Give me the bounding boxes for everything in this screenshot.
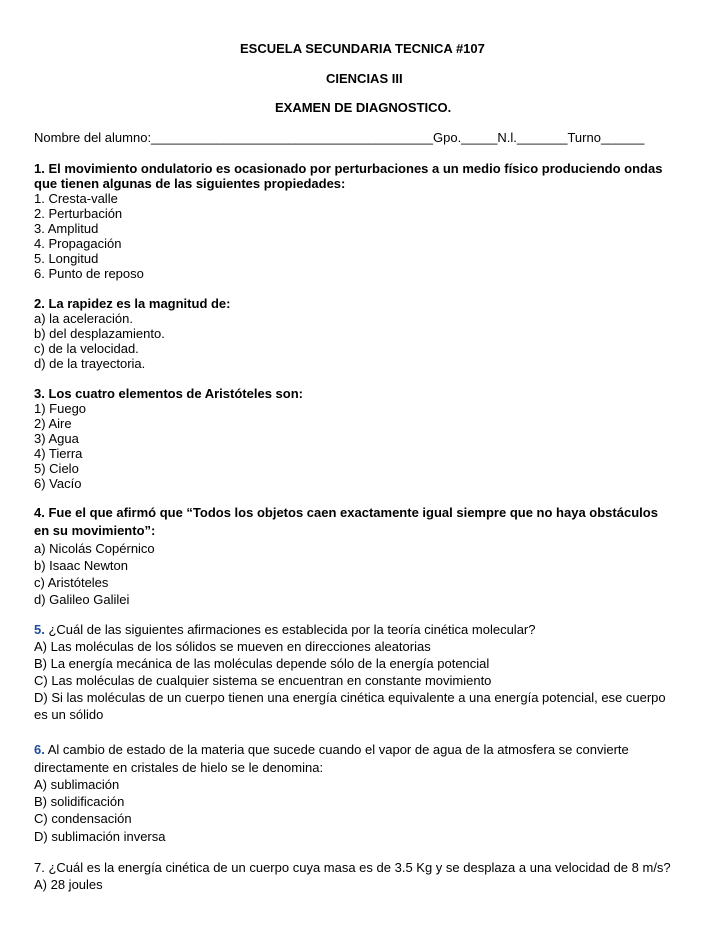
question-1-line-1: 1. El movimiento ondulatorio es ocasionado por perturbaciones a un medio físico produciendo ondas (34, 161, 663, 176)
question-6-number: 6. (34, 742, 45, 757)
q6-option: C) condensación (34, 811, 132, 826)
q1-option: 3. Amplitud (34, 221, 99, 236)
question-4-line-1: 4. Fue el que afirmó que “Todos los objetos caen exactamente igual siempre que no haya obstáculos (34, 505, 658, 520)
q3-option: 4) Tierra (34, 446, 83, 461)
student-info-line: Nombre del alumno:_______________________________________Gpo._____N.l._______Turno______ (34, 130, 645, 145)
question-5 (34, 622, 536, 637)
q1-option: 1. Cresta-valle (34, 191, 118, 206)
school-name: ESCUELA SECUNDARIA TECNICA #107 (240, 41, 485, 56)
q1-option: 6. Punto de reposo (34, 266, 144, 281)
question-6-text: Al cambio de estado de la materia que sucede cuando el vapor de agua de la atmosfera se convierte (44, 742, 629, 757)
q6-option: D) sublimación inversa (34, 829, 166, 844)
q6-option: B) solidificación (34, 794, 125, 809)
question-5-text: ¿Cuál de las siguientes afirmaciones es establecida por la teoría cinética molecular? (44, 622, 536, 637)
subject-title: CIENCIAS III (326, 71, 403, 86)
q2-option: c) de la velocidad. (34, 341, 139, 356)
q1-option: 5. Longitud (34, 251, 99, 266)
q2-option: d) de la trayectoria. (34, 356, 146, 371)
q1-option: 2. Perturbación (34, 206, 123, 221)
exam-title: EXAMEN DE DIAGNOSTICO. (275, 100, 452, 115)
q4-option: c) Aristóteles (34, 575, 109, 590)
q5-option: C) Las moléculas de cualquier sistema se encuentran en constante movimiento (34, 673, 492, 688)
q3-option: 5) Cielo (34, 461, 79, 476)
question-1-line-2: que tienen algunas de las siguientes propiedades: (34, 176, 346, 191)
question-2: 2. La rapidez es la magnitud de: (34, 296, 231, 311)
question-7: 7. ¿Cuál es la energía cinética de un cuerpo cuya masa es de 3.5 Kg y se desplaza a una velocidad de 8 m/s? (34, 860, 671, 875)
q2-option: b) del desplazamiento. (34, 326, 165, 341)
question-6-line-1 (34, 742, 629, 757)
q3-option: 6) Vacío (34, 476, 82, 491)
q5-option-continued: es un sólido (34, 707, 104, 722)
question-4-line-2: en su movimiento”: (34, 523, 156, 538)
q5-option: B) La energía mecánica de las moléculas depende sólo de la energía potencial (34, 656, 490, 671)
q7-option: A) 28 joules (34, 877, 103, 892)
q4-option: b) Isaac Newton (34, 558, 128, 573)
q3-option: 1) Fuego (34, 401, 87, 416)
q1-option: 4. Propagación (34, 236, 122, 251)
q5-option: D) Si las moléculas de un cuerpo tienen una energía cinética equivalente a una energía potencial, ese cuerpo (34, 690, 666, 705)
q3-option: 2) Aire (34, 416, 72, 431)
question-5-number: 5. (34, 622, 45, 637)
q4-option: a) Nicolás Copérnico (34, 541, 155, 556)
q4-option: d) Galileo Galilei (34, 592, 130, 607)
q2-option: a) la aceleración. (34, 311, 133, 326)
q5-option: A) Las moléculas de los sólidos se mueven en direcciones aleatorias (34, 639, 431, 654)
q3-option: 3) Agua (34, 431, 79, 446)
question-3: 3. Los cuatro elementos de Aristóteles son: (34, 386, 303, 401)
question-6-line-2: directamente en cristales de hielo se le denomina: (34, 760, 324, 775)
q6-option: A) sublimación (34, 777, 120, 792)
